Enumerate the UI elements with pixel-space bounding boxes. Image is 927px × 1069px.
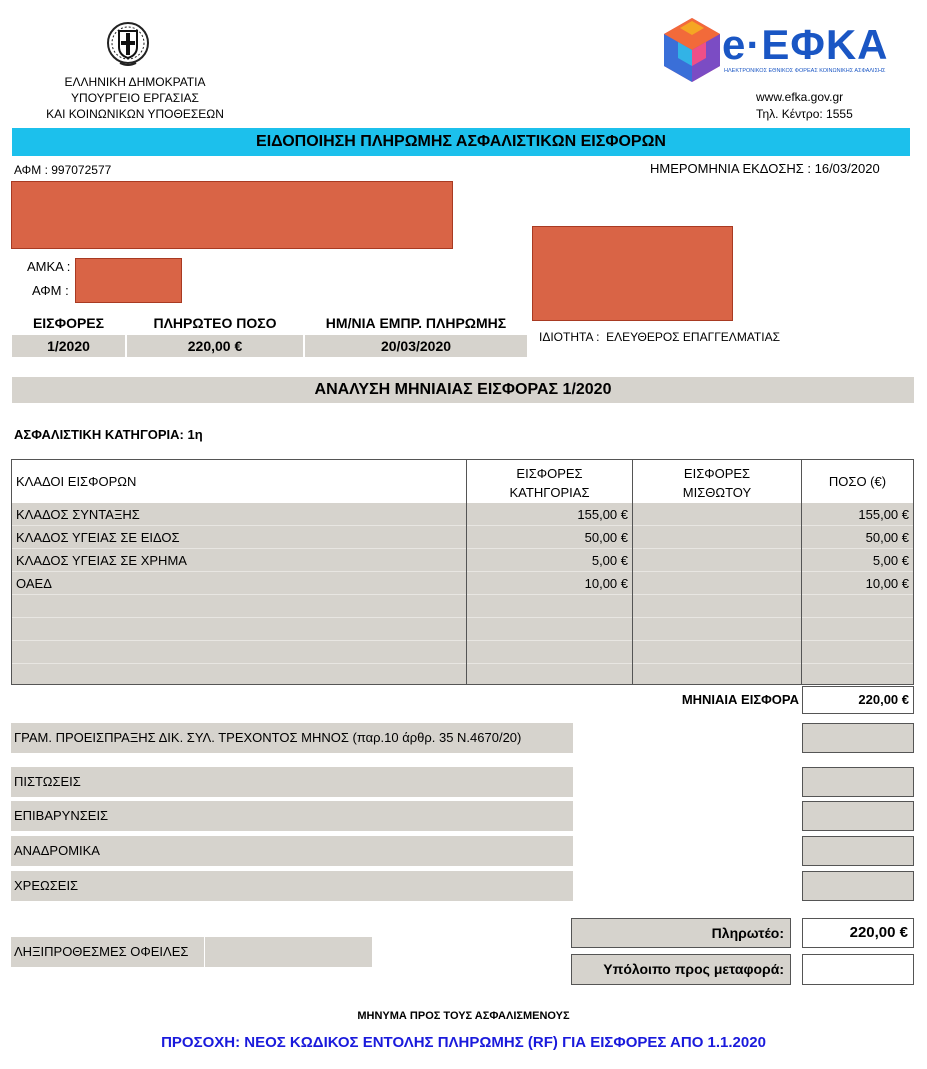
row-3-amount: 5,00 €	[872, 553, 909, 568]
payable-label-box	[571, 918, 791, 948]
row-2-amount: 50,00 €	[865, 530, 909, 545]
efka-logo-icon	[660, 16, 724, 86]
row-1-name: ΚΛΑΔΟΣ ΣΥΝΤΑΞΗΣ	[16, 507, 140, 522]
coat-of-arms-icon	[106, 17, 150, 69]
phone: Τηλ. Κέντρο: 1555	[756, 107, 853, 121]
payable-value-box	[802, 918, 914, 948]
rf-notice: ΠΡΟΣΟΧΗ: ΝΕΟΣ ΚΩΔΙΚΟΣ ΕΝΤΟΛΗΣ ΠΛΗΡΩΜΗΣ (RF) ΓΙΑ ΕΙΣΦΟΡΕΣ ΑΠΟ 1.1.2020	[161, 1034, 766, 1051]
logo-text: e·ΕΦΚΑ	[722, 21, 889, 68]
logo-subtitle: ΗΛΕΚΤΡΟΝΙΚΟΣ ΕΘΝΙΚΟΣ ΦΟΡΕΑΣ ΚΟΙΝΩΝΙΚΗΣ ΑΣΦΑΛΙΣΗΣ	[724, 68, 886, 74]
afm-top: ΑΦΜ : 997072577	[14, 163, 112, 177]
charges-row	[11, 871, 573, 901]
col-header-employee	[633, 464, 801, 502]
capacity: ΙΔΙΟΤΗΤΑ : ΕΛΕΥΘΕΡΟΣ ΕΠΑΓΓΕΛΜΑΤΙΑΣ	[539, 330, 781, 344]
withholding-value	[802, 723, 914, 753]
ministry-name	[30, 74, 240, 122]
payable-label: Πληρωτέο:	[711, 925, 784, 941]
row-1-amount: 155,00 €	[858, 507, 909, 522]
monthly-contribution-amount: 220,00 €	[858, 692, 909, 707]
retroactive-value	[802, 836, 914, 866]
surcharges-row	[11, 801, 573, 831]
table-header	[12, 460, 913, 504]
notice-title: ΕΙΔΟΠΟΙΗΣΗ ΠΛΗΡΩΜΗΣ ΑΣΦΑΛΙΣΤΙΚΩΝ ΕΙΣΦΟΡΩΝ	[256, 133, 666, 150]
credits-row	[11, 767, 573, 797]
summary-value-payable	[127, 335, 303, 357]
message-title: ΜΗΝΥΜΑ ΠΡΟΣ ΤΟΥΣ ΑΣΦΑΛΙΣΜΕΝΟΥΣ	[357, 1010, 570, 1022]
surcharges-value	[802, 801, 914, 831]
retroactive-label: ΑΝΑΔΡΟΜΙΚΑ	[14, 843, 100, 858]
overdue-divider	[204, 937, 205, 967]
amka-label: ΑΜΚΑ :	[27, 259, 71, 274]
row-4-category: 10,00 €	[584, 576, 628, 591]
payable-amount: 220,00 €	[187, 338, 243, 354]
row-2-name: ΚΛΑΔΟΣ ΥΓΕΙΑΣ ΣΕ ΕΙΔΟΣ	[16, 530, 180, 545]
contributions-period: 1/2020	[47, 338, 90, 354]
summary-header-payable: ΠΛΗΡΩΤΕΟ ΠΟΣΟ	[153, 315, 277, 331]
row-4-name: ΟΑΕΔ	[16, 576, 52, 591]
credits-value	[802, 767, 914, 797]
contributions-table	[11, 459, 914, 685]
credits-label: ΠΙΣΤΩΣΕΙΣ	[14, 774, 81, 789]
col-header-amount: ΠΟΣΟ (€)	[828, 474, 887, 489]
withholding-label: ΓΡΑΜ. ΠΡΟΕΙΣΠΡΑΞΗΣ ΔΙΚ. ΣΥΛ. ΤΡΕΧΟΝΤΟΣ ΜΗΝΟΣ (παρ.10 άρθρ. 35 Ν.4670/20)	[14, 730, 522, 745]
col-header-category-l1: ΕΙΣΦΟΡΕΣ	[516, 466, 583, 481]
col-header-branches: ΚΛΑΔΟΙ ΕΙΣΦΟΡΩΝ	[16, 474, 137, 489]
charges-value	[802, 871, 914, 901]
balance-label: Υπόλοιπο προς μεταφορά:	[603, 961, 784, 977]
redacted-address	[532, 226, 733, 321]
summary-header-contributions: ΕΙΣΦΟΡΕΣ	[32, 315, 105, 331]
ministry-line-1: ΕΛΛΗΝΙΚΗ ΔΗΜΟΚΡΑΤΙΑ	[64, 75, 206, 89]
due-date: 20/03/2020	[380, 338, 452, 354]
col-header-employee-l1: ΕΙΣΦΟΡΕΣ	[683, 466, 751, 481]
payable-value: 220,00 €	[849, 924, 908, 941]
website: www.efka.gov.gr	[756, 90, 844, 104]
withholding-row	[11, 723, 573, 753]
charges-label: ΧΡΕΩΣΕΙΣ	[14, 878, 79, 893]
issue-date: ΗΜΕΡΟΜΗΝΙΑ ΕΚΔΟΣΗΣ : 16/03/2020	[650, 161, 880, 176]
overdue-label: ΛΗΞΙΠΡΟΘΕΣΜΕΣ ΟΦΕΙΛΕΣ	[14, 944, 189, 959]
redacted-amka-afm	[75, 258, 182, 303]
retroactive-row	[11, 836, 573, 866]
analysis-title-bar	[12, 377, 914, 403]
balance-label-box	[571, 954, 791, 985]
monthly-contribution-label: ΜΗΝΙΑΙΑ ΕΙΣΦΟΡΑ	[681, 692, 799, 707]
surcharges-label: ΕΠΙΒΑΡΥΝΣΕΙΣ	[14, 808, 109, 823]
summary-header-due-date: ΗΜ/ΝΙΑ ΕΜΠΡ. ΠΛΗΡΩΜΗΣ	[325, 315, 507, 331]
balance-value-box	[802, 954, 914, 985]
afm-label: ΑΦΜ :	[32, 283, 69, 298]
table-body	[12, 503, 913, 684]
col-header-employee-l2: ΜΙΣΘΩΤΟΥ	[682, 485, 752, 500]
monthly-contribution-value	[802, 686, 914, 714]
notice-title-bar	[12, 128, 910, 156]
row-3-name: ΚΛΑΔΟΣ ΥΓΕΙΑΣ ΣΕ ΧΡΗΜΑ	[16, 553, 187, 568]
row-3-category: 5,00 €	[591, 553, 628, 568]
analysis-title: ΑΝΑΛΥΣΗ ΜΗΝΙΑΙΑΣ ΕΙΣΦΟΡΑΣ 1/2020	[314, 381, 612, 398]
row-1-category: 155,00 €	[577, 507, 628, 522]
efka-logo	[660, 16, 890, 86]
ministry-line-3: ΚΑΙ ΚΟΙΝΩΝΙΚΩΝ ΥΠΟΘΕΣΕΩΝ	[46, 107, 224, 121]
summary-value-due-date	[305, 335, 527, 357]
row-2-category: 50,00 €	[584, 530, 628, 545]
row-4-amount: 10,00 €	[865, 576, 909, 591]
overdue-row	[11, 937, 372, 967]
ministry-line-2: ΥΠΟΥΡΓΕΙΟ ΕΡΓΑΣΙΑΣ	[71, 91, 199, 105]
col-header-category-l2: ΚΑΤΗΓΟΡΙΑΣ	[509, 485, 590, 500]
redacted-name	[11, 181, 453, 249]
col-header-category	[467, 464, 632, 502]
summary-value-contributions	[12, 335, 125, 357]
insurance-category: ΑΣΦΑΛΙΣΤΙΚΗ ΚΑΤΗΓΟΡΙΑ: 1η	[14, 427, 203, 442]
